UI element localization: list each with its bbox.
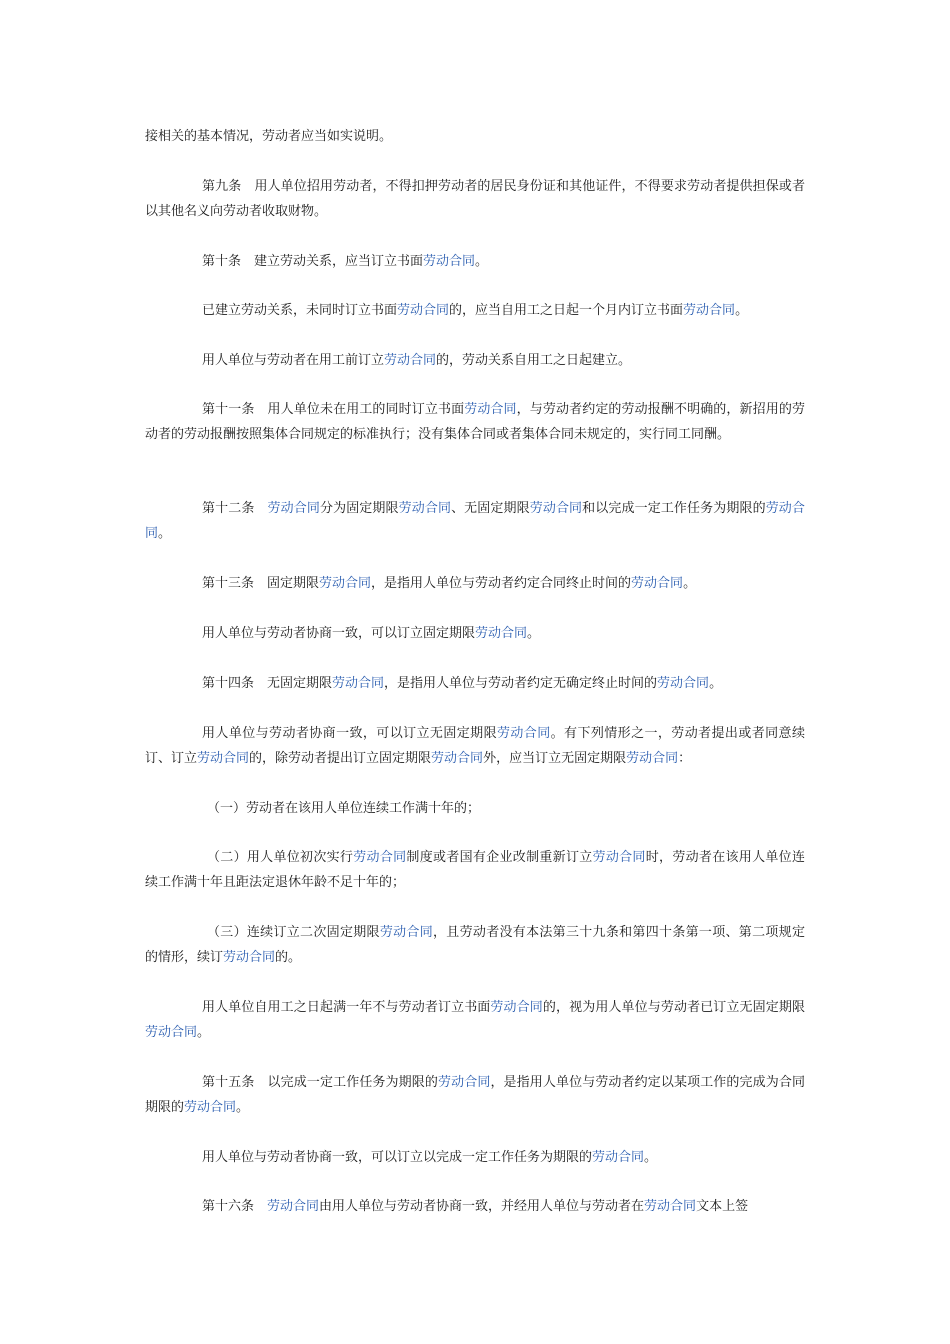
text-segment: ： (678, 750, 692, 766)
text-segment: （二）用人单位初次实行 (207, 850, 354, 865)
contract-link[interactable]: 劳动合同 (644, 1199, 697, 1214)
text-segment: 的。 (275, 949, 302, 965)
contract-link[interactable]: 劳动合同 (496, 726, 551, 741)
paragraph-task-based (145, 1146, 805, 1171)
item-2 (145, 846, 805, 895)
text-segment: 用人单位与劳动者协商一致，可以订立无固定期限 (202, 726, 497, 741)
text-segment: 的，除劳动者提出订立固定期限 (249, 750, 432, 766)
text-segment: 。 (709, 676, 723, 691)
text-segment: 。 (683, 576, 697, 591)
contract-link[interactable]: 劳动合同 (197, 750, 250, 766)
text-segment: 第十二条 (202, 501, 268, 516)
text-segment: 用人单位与劳动者协商一致，可以订立以完成一定工作任务为期限的 (202, 1150, 593, 1165)
contract-link[interactable]: 劳动合同 (223, 949, 276, 965)
text-segment: 第十条 建立劳动关系，应当订立书面 (202, 254, 424, 269)
text-segment: 和以完成一定工作任务为期限的 (582, 501, 766, 516)
text-segment: 已建立劳动关系，未同时订立书面 (202, 303, 398, 318)
item-1 (145, 797, 805, 822)
contract-link[interactable]: 劳动合同 (657, 676, 710, 691)
paragraph-fixed-term (145, 622, 805, 647)
text-segment: 由用人单位与劳动者协商一致，并经用人单位与劳动者在 (319, 1199, 645, 1214)
text-segment: 。 (475, 254, 489, 269)
text-segment: 。 (236, 1099, 250, 1115)
text-segment: 用人单位与劳动者在用工前订立 (202, 353, 385, 368)
text-segment: 用人单位自用工之日起满一年不与劳动者订立书面 (202, 1000, 491, 1015)
contract-link[interactable]: 劳动合同 (184, 1099, 237, 1115)
article-14 (145, 672, 805, 697)
contract-link[interactable]: 劳动合同 (490, 1000, 543, 1015)
contract-link[interactable]: 劳动合同 (437, 1075, 491, 1090)
text-segment: （一）劳动者在该用人单位连续工作满十年的； (207, 801, 481, 816)
text-segment: 的，视为用人单位与劳动者已订立无固定期限 (542, 1000, 805, 1015)
text-segment: 第十五条 以完成一定工作任务为期限的 (202, 1075, 438, 1090)
text-segment: ，是指用人单位与劳动者约定无确定终止时间的 (384, 676, 658, 691)
text-segment: 第十六条 (202, 1199, 268, 1214)
contract-link[interactable]: 劳动合同 (631, 576, 684, 591)
text-segment: ，与劳动者约定的劳动报酬不明确的，新招用的劳动者的劳动报酬按照集体合同规定的标准执行；没有集体合同或者集体合同未规定的，实行同工同酬。 (145, 402, 805, 442)
article-16 (145, 1195, 805, 1220)
contract-link[interactable]: 劳动合同 (683, 303, 736, 318)
text-segment: 。 (158, 525, 172, 541)
text-segment: 、无固定期限 (451, 501, 530, 516)
contract-link[interactable]: 劳动合同 (423, 254, 476, 269)
contract-link[interactable]: 劳动合同 (398, 501, 452, 516)
paragraph-contract-before-employment (145, 349, 805, 374)
contract-link[interactable]: 劳动合同 (529, 501, 583, 516)
contract-link[interactable]: 劳动合同 (397, 303, 450, 318)
contract-link[interactable]: 劳动合同 (592, 850, 646, 865)
paragraph-1 (145, 125, 805, 150)
text-segment: 第九条 用人单位招用劳动者，不得扣押劳动者的居民身份证和其他证件，不得要求劳动者提供担保或者以其他名义向劳动者收取财物。 (145, 179, 805, 219)
contract-link[interactable]: 劳动合同 (267, 501, 320, 516)
paragraph-open-ended (145, 722, 805, 771)
contract-link[interactable]: 劳动合同 (332, 676, 385, 691)
text-segment: 。 (197, 1024, 211, 1040)
article-11 (145, 398, 805, 447)
article-9 (145, 175, 805, 224)
text-segment: 第十四条 无固定期限 (202, 676, 333, 691)
contract-link[interactable]: 劳动合同 (379, 925, 434, 940)
contract-link[interactable]: 劳动合同 (267, 1199, 320, 1214)
text-segment: 。 (735, 303, 749, 318)
text-segment: （三）连续订立二次固定期限 (207, 925, 380, 940)
contract-link[interactable]: 劳动合同 (464, 402, 517, 417)
contract-link[interactable]: 劳动合同 (626, 750, 679, 766)
article-10 (145, 250, 805, 275)
text-segment: 的，劳动关系自用工之日起建立。 (436, 353, 632, 368)
contract-link[interactable]: 劳动合同 (319, 576, 372, 591)
text-segment: 的，应当自用工之日起一个月内订立书面 (449, 303, 684, 318)
text-segment: 制度或者国有企业改制重新订立 (406, 850, 593, 865)
text-segment: ，是指用人单位与劳动者约定以某项工作的完成为合同期限的 (145, 1075, 805, 1115)
text-segment: 文本上签 (696, 1199, 749, 1214)
article-13 (145, 572, 805, 597)
contract-link[interactable]: 劳动合同 (145, 501, 805, 541)
text-segment: 。有下列情形之一，劳动者提出或者同意续订、订立 (145, 726, 805, 766)
contract-link[interactable]: 劳动合同 (592, 1150, 645, 1165)
contract-link[interactable]: 劳动合同 (431, 750, 484, 766)
article-15 (145, 1071, 805, 1120)
text-segment: 分为固定期限 (319, 501, 399, 516)
text-segment: 时，劳动者在该用人单位连续工作满十年且距法定退休年龄不足十年的； (145, 850, 805, 890)
text-segment: ，是指用人单位与劳动者约定合同终止时间的 (371, 576, 632, 591)
paragraph-written-contract (145, 299, 805, 324)
text-segment: 第十三条 固定期限 (202, 576, 320, 591)
item-3 (145, 921, 805, 970)
contract-link[interactable]: 劳动合同 (353, 850, 407, 865)
text-segment: 。 (644, 1150, 658, 1165)
contract-link[interactable]: 劳动合同 (475, 626, 528, 641)
text-segment: 接相关的基本情况，劳动者应当如实说明。 (145, 129, 393, 144)
text-segment: 外，应当订立无固定期限 (483, 750, 627, 766)
paragraph-deemed-open-ended (145, 996, 805, 1045)
text-segment: 。 (527, 626, 541, 641)
contract-link[interactable]: 劳动合同 (384, 353, 437, 368)
text-segment: ，且劳动者没有本法第三十九条和第四十条第一项、第二项规定的情形，续订 (145, 925, 805, 965)
article-12 (145, 497, 805, 546)
text-segment: 用人单位与劳动者协商一致，可以订立固定期限 (202, 626, 476, 641)
contract-link[interactable]: 劳动合同 (145, 1024, 198, 1040)
text-segment: 第十一条 用人单位未在用工的同时订立书面 (202, 402, 465, 417)
